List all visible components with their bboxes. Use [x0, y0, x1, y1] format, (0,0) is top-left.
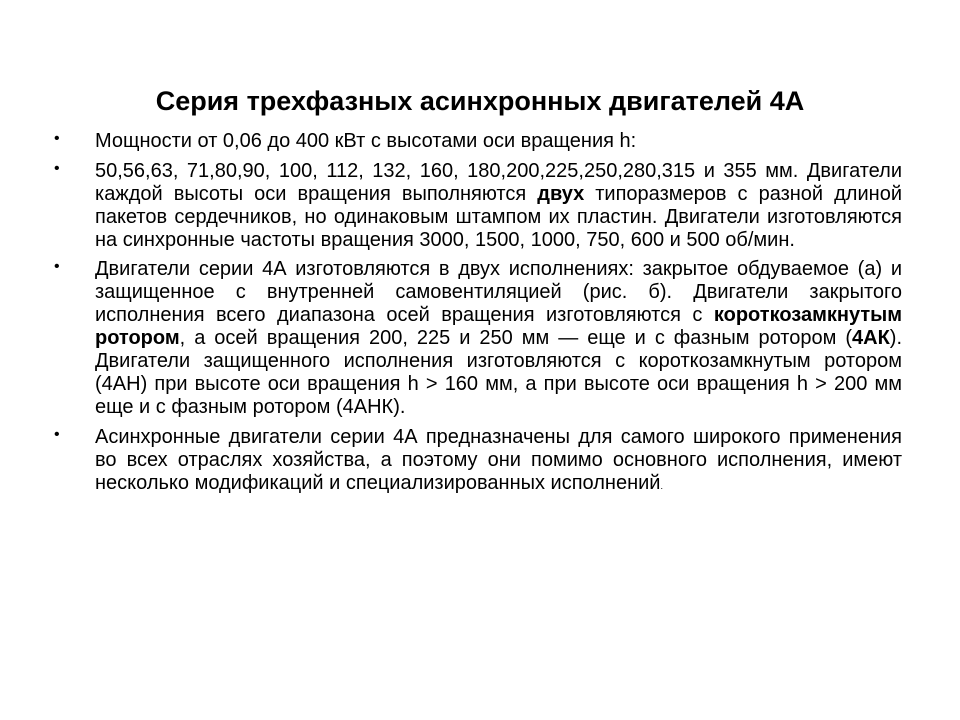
- bullet-text: [95, 258, 902, 418]
- bullet-emphasis: 4АК: [852, 327, 890, 349]
- bullet-text-run: ). Двигатели защищенного исполнения изготовляются с короткозамкнутым ротором (4АН) при высоте оси вращения h > 160 мм, а при высоте оси вращения h > 200 мм еще и с фазным ротором (4АНК).: [95, 327, 902, 418]
- bullet-marker: •: [54, 258, 60, 275]
- bullet-text-run: Асинхронные двигатели серии 4А предназначены для самого широкого применения во всех отраслях хозяйства, а поэтому они помимо основного исполнения, имеют несколько модификаций и специализированных исполнений: [95, 426, 902, 494]
- bullet-list: [54, 130, 902, 505]
- bullet-marker: •: [54, 160, 60, 177]
- bullet-text-run: Двигатели серии 4А изготовляются в двух исполнениях: закрытое обдуваемое (а) и защищенное с внутренней самовентиляцией (рис. б). Двигатели закрытого исполнения всего диапазона осей вращения изготовляются с: [95, 258, 902, 326]
- bullet-text-run: .: [660, 481, 663, 491]
- bullet-marker: •: [54, 130, 60, 147]
- slide-title: Серия трехфазных асинхронных двигателей 4А: [155, 86, 805, 116]
- bullet-text-run: Мощности от 0,06 до 400 кВт с высотами оси вращения h:: [95, 130, 637, 152]
- bullet-text-run: типоразмеров с разной длиной пакетов сердечников, но одинаковым штампом их пластин. Двигатели изготовляются на синхронные частоты вращения 3000, 1500, 1000, 750, 600 и 500 об/мин.: [95, 183, 902, 251]
- bullet-item: [54, 160, 902, 252]
- bullet-text: [95, 426, 902, 494]
- bullet-text: [95, 130, 636, 152]
- bullet-emphasis: короткозамкнутым ротором: [95, 304, 902, 349]
- bullet-text-run: 50,56,63, 71,80,90, 100, 112, 132, 160, 180,200,225,250,280,315 и 355 мм. Двигатели каждой высоты оси вращения выполняются: [95, 160, 902, 205]
- bullet-item: [54, 130, 902, 153]
- bullet-item: [54, 426, 902, 498]
- bullet-text: [95, 160, 902, 251]
- bullet-emphasis: двух: [537, 183, 585, 205]
- bullet-item: [54, 258, 902, 419]
- bullet-text-run: , а осей вращения 200, 225 и 250 мм — еще и с фазным ротором (: [179, 327, 852, 349]
- bullet-marker: •: [54, 426, 60, 443]
